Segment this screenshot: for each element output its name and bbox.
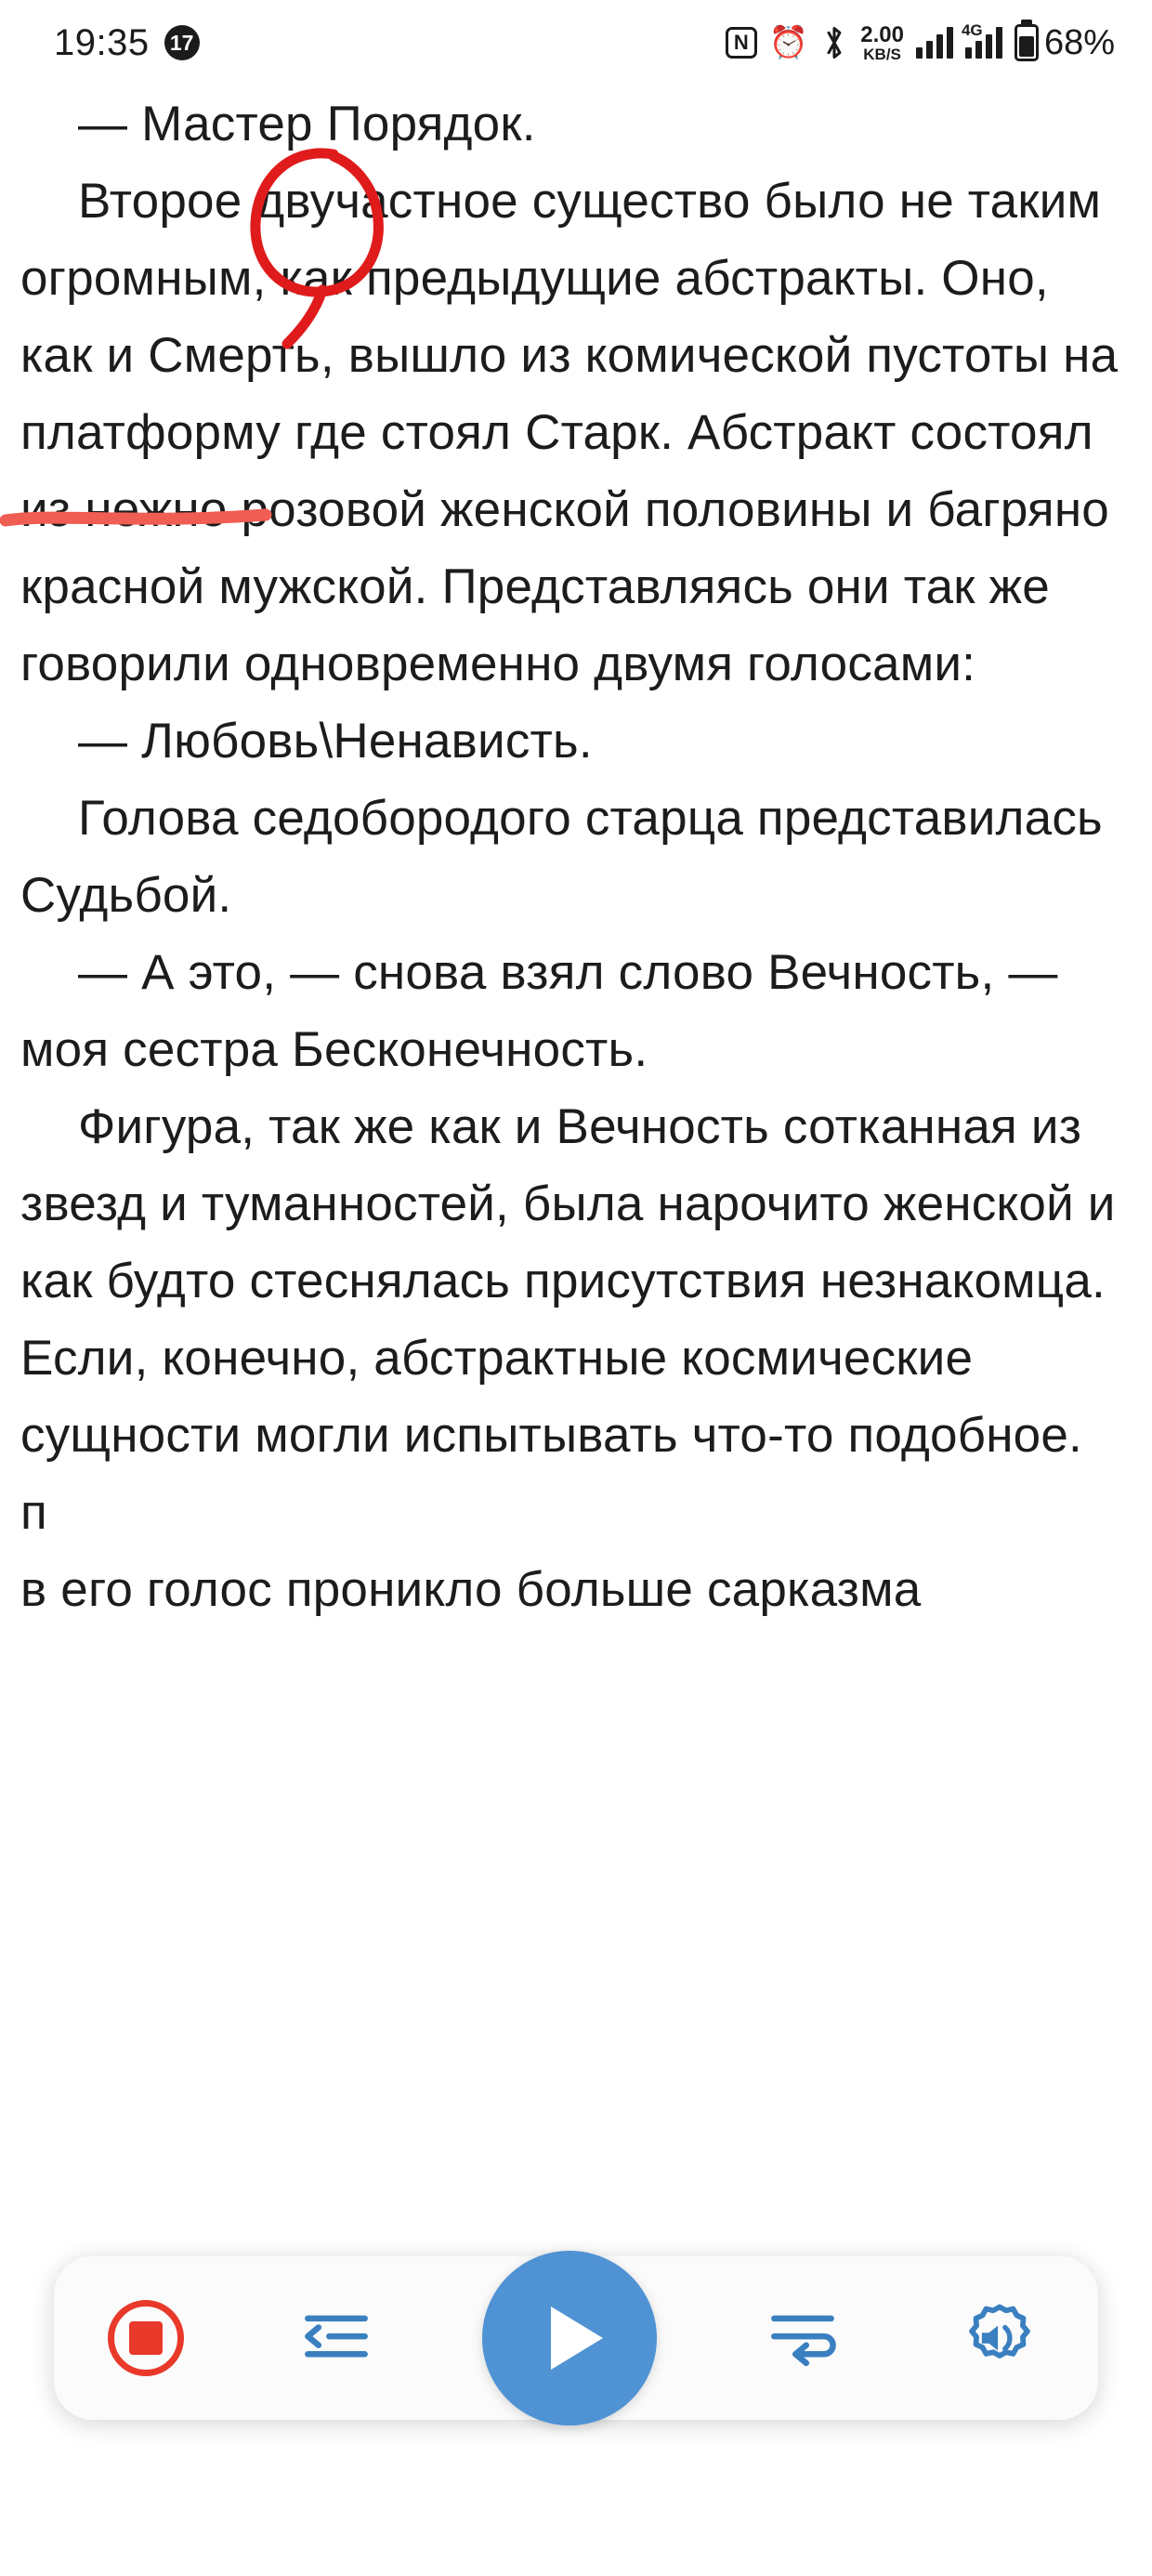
paragraph: — А это, — снова взял слово Вечность, — моя сестра Бесконечность. <box>20 945 1058 1077</box>
tts-player-bar <box>54 2256 1098 2420</box>
status-bar-left <box>54 22 200 64</box>
battery-percent-label: 68% <box>1043 22 1115 62</box>
play-button[interactable] <box>482 2251 657 2425</box>
signal-bars-4g-icon <box>961 21 1002 59</box>
status-bar-right <box>726 23 1115 63</box>
paragraph: — Мастер Порядок. <box>78 97 536 151</box>
paragraph: в его голос проникло больше сарказма <box>20 1562 922 1617</box>
stop-icon <box>108 2300 184 2376</box>
bluetooth-icon <box>820 25 848 60</box>
status-clock: 19:35 <box>54 21 150 63</box>
previous-sentence-button[interactable] <box>285 2287 387 2389</box>
paragraph: Второе двучастное существо было не таким огромным, как предыдущие абстракты. Оно, как и Смерть, вышло из комической пустоты на платформу где стоял Старк. Абстракт состоял из нежно розовой женской половины и багряно красной мужской. Представляясь они так же говорили одновременно двумя голосами: <box>20 174 1119 691</box>
forward-sentence-icon <box>760 2295 845 2381</box>
battery-indicator <box>1015 23 1115 63</box>
paragraph: — Любовь\Ненависть. <box>78 714 593 769</box>
stop-button[interactable] <box>101 2293 190 2383</box>
paragraph: Фигура, так же как и Вечность сотканная из звезд и туманностей, была нарочито женской и как будто стеснялась присутствия незнакомца. Если, конечно, абстрактные космические сущности могли испытывать что-то подобное. <box>20 1099 1116 1463</box>
rewind-sentence-icon <box>294 2295 379 2381</box>
network-speed-indicator <box>860 21 904 63</box>
network-speed-value: 2.00 <box>860 21 904 47</box>
play-icon <box>551 2307 603 2370</box>
next-sentence-button[interactable] <box>752 2287 854 2389</box>
gear-sound-icon <box>957 2295 1042 2381</box>
network-speed-unit: KB/S <box>863 45 901 63</box>
signal-bars-icon <box>916 27 953 59</box>
notification-count-badge: 17 <box>164 25 200 60</box>
nfc-icon: N <box>726 27 757 59</box>
network-type-label: 4G <box>961 21 983 39</box>
status-bar <box>0 0 1152 85</box>
paragraph: Голова седобородого старца представилась Судьбой. <box>20 791 1103 923</box>
paragraph: п <box>20 1485 47 1540</box>
reader-text-area[interactable] <box>0 85 1152 2576</box>
alarm-icon: ⏰ <box>768 25 809 60</box>
battery-icon <box>1015 24 1039 61</box>
settings-button[interactable] <box>949 2287 1051 2389</box>
